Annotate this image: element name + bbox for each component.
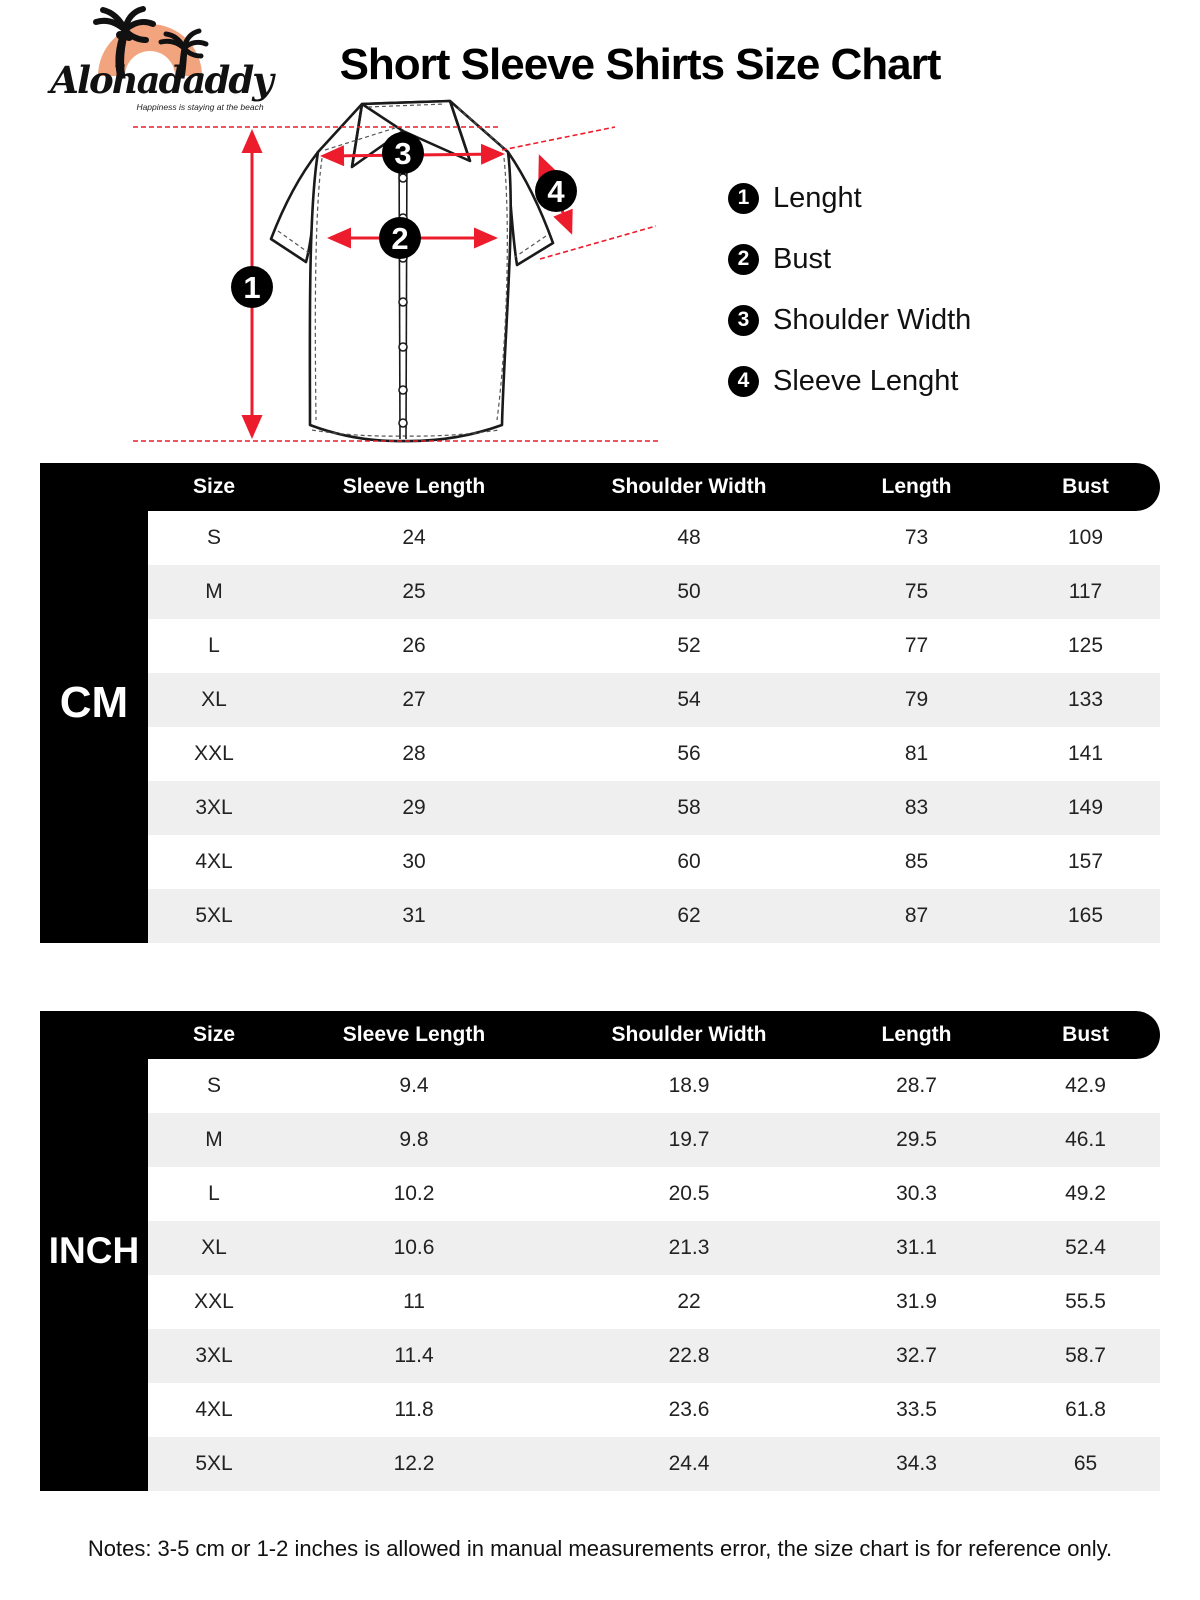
brand-tagline: Happiness is staying at the beach (136, 102, 264, 112)
value-cell: 21.3 (668, 1236, 710, 1259)
size-cell: 3XL (195, 796, 233, 819)
column-header-shoulder-width: Shoulder Width (611, 1023, 767, 1046)
value-cell: 81 (904, 742, 929, 765)
value-cell: 117 (1068, 580, 1103, 603)
value-cell: 52 (677, 634, 701, 657)
measure-2-marker (379, 217, 421, 259)
unit-strip-cm (40, 463, 148, 943)
size-cell: XXL (194, 742, 234, 765)
value-cell: 10.2 (393, 1182, 435, 1205)
table-row-m (148, 1113, 1160, 1167)
value-cell: 33.5 (896, 1398, 937, 1421)
size-cell: XL (201, 688, 227, 711)
size-cell: 4XL (195, 1398, 233, 1421)
column-header-bust: Bust (1062, 1023, 1109, 1046)
table-row-s (148, 511, 1160, 565)
column-header-length: Length (881, 475, 952, 498)
value-cell: 9.4 (399, 1074, 429, 1097)
value-cell: 31.9 (896, 1290, 937, 1313)
unit-label-cm: CM (59, 678, 129, 727)
value-cell: 133 (1067, 688, 1104, 711)
table-header-row (40, 1011, 1160, 1059)
value-cell: 58.7 (1065, 1344, 1106, 1367)
value-cell: 58 (677, 796, 701, 819)
table-body-cm (148, 511, 1160, 943)
value-cell: 85 (904, 850, 929, 873)
value-cell: 60 (677, 850, 701, 873)
value-cell: 49.2 (1065, 1182, 1106, 1205)
legend-2-label: Bust (773, 242, 832, 275)
value-cell: 22.8 (668, 1344, 710, 1367)
column-header-sleeve-length: Sleeve Length (342, 475, 486, 498)
value-cell: 141 (1067, 742, 1104, 765)
table-row-5xl (148, 1437, 1160, 1491)
column-header-bust: Bust (1062, 475, 1109, 498)
value-cell: 77 (904, 634, 929, 657)
value-cell: 27 (402, 688, 426, 711)
size-table-cm (40, 463, 1160, 943)
value-cell: 30 (402, 850, 426, 873)
value-cell: 29 (402, 796, 426, 819)
value-cell: 24 (402, 526, 426, 549)
table-row-4xl (148, 835, 1160, 889)
table-row-5xl (148, 889, 1160, 943)
value-cell: 23.6 (668, 1398, 710, 1421)
value-cell: 55.5 (1065, 1290, 1106, 1313)
value-cell: 87 (904, 904, 929, 927)
value-cell: 28 (402, 742, 426, 765)
value-cell: 79 (904, 688, 929, 711)
value-cell: 12.2 (393, 1452, 435, 1475)
svg-text:1: 1 (243, 270, 261, 305)
table-row-3xl (148, 781, 1160, 835)
legend-3-badge: 3 (728, 305, 759, 336)
measure-1-marker (231, 266, 273, 308)
value-cell: 75 (904, 580, 929, 603)
column-header-shoulder-width: Shoulder Width (611, 475, 767, 498)
table-row-l (148, 1167, 1160, 1221)
column-header-length: Length (881, 1023, 952, 1046)
table-row-3xl (148, 1329, 1160, 1383)
column-header-sleeve-length: Sleeve Length (342, 1023, 486, 1046)
size-cell: XXL (194, 1290, 234, 1313)
value-cell: 29.5 (896, 1128, 937, 1151)
legend-4-label: Sleeve Lenght (773, 364, 959, 397)
measure-3-marker (382, 132, 424, 174)
value-cell: 52.4 (1065, 1236, 1106, 1259)
size-cell: S (206, 526, 221, 549)
value-cell: 18.9 (668, 1074, 710, 1097)
value-cell: 165 (1067, 904, 1104, 927)
size-cell: M (205, 1128, 223, 1151)
page-title: Short Sleeve Shirts Size Chart (339, 40, 941, 89)
svg-text:3: 3 (394, 136, 412, 171)
table-row-l (148, 619, 1160, 673)
value-cell: 31.1 (896, 1236, 937, 1259)
legend-3-label: Shoulder Width (773, 303, 972, 336)
value-cell: 28.7 (896, 1074, 937, 1097)
value-cell: 32.7 (896, 1344, 937, 1367)
legend-4-badge: 4 (728, 366, 759, 397)
value-cell: 42.9 (1065, 1074, 1106, 1097)
value-cell: 48 (677, 526, 701, 549)
size-cell: S (206, 1074, 221, 1097)
legend-item-sleeve-length (728, 363, 971, 399)
value-cell: 22 (677, 1290, 701, 1313)
legend-item-bust (728, 241, 971, 277)
value-cell: 9.8 (399, 1128, 429, 1151)
legend-2-badge: 2 (728, 244, 759, 275)
value-cell: 83 (904, 796, 929, 819)
column-header-size: Size (192, 475, 236, 498)
unit-label-inch: INCH (48, 1230, 140, 1271)
value-cell: 30.3 (896, 1182, 937, 1205)
value-cell: 56 (677, 742, 701, 765)
table-row-xl (148, 673, 1160, 727)
svg-text:4: 4 (547, 174, 565, 209)
notes-text: Notes: 3-5 cm or 1-2 inches is allowed in manual measurements error, the size chart is for reference only. (87, 1536, 1113, 1561)
size-cell: L (208, 634, 220, 657)
measurement-legend (728, 180, 971, 424)
size-cell: L (208, 1182, 220, 1205)
table-body-inch (148, 1059, 1160, 1491)
value-cell: 11.8 (394, 1398, 434, 1421)
size-cell: 3XL (195, 1344, 233, 1367)
column-header-size: Size (192, 1023, 236, 1046)
size-cell: XL (201, 1236, 227, 1259)
table-row-xxl (148, 727, 1160, 781)
table-row-xxl (148, 1275, 1160, 1329)
value-cell: 34.3 (896, 1452, 937, 1475)
value-cell: 46.1 (1065, 1128, 1106, 1151)
unit-strip-inch (40, 1011, 148, 1491)
value-cell: 125 (1067, 634, 1104, 657)
value-cell: 73 (904, 526, 929, 549)
table-row-m (148, 565, 1160, 619)
value-cell: 54 (677, 688, 701, 711)
value-cell: 10.6 (393, 1236, 435, 1259)
value-cell: 26 (402, 634, 426, 657)
value-cell: 19.7 (668, 1128, 710, 1151)
shirt-diagram (100, 90, 800, 455)
value-cell: 25 (402, 580, 426, 603)
size-cell: M (205, 580, 223, 603)
value-cell: 61.8 (1065, 1398, 1106, 1421)
value-cell: 109 (1067, 526, 1104, 549)
legend-1-label: Lenght (773, 181, 862, 214)
value-cell: 11.4 (394, 1344, 434, 1367)
table-header-row (40, 463, 1160, 511)
value-cell: 11 (403, 1290, 425, 1313)
value-cell: 149 (1067, 796, 1104, 819)
table-row-4xl (148, 1383, 1160, 1437)
value-cell: 157 (1067, 850, 1104, 873)
legend-1-badge: 1 (728, 183, 759, 214)
value-cell: 31 (402, 904, 426, 927)
size-cell: 4XL (195, 850, 233, 873)
table-row-xl (148, 1221, 1160, 1275)
size-cell: 5XL (195, 1452, 233, 1475)
measure-4-marker (535, 170, 577, 212)
size-table-inch (40, 1011, 1160, 1491)
value-cell: 50 (677, 580, 701, 603)
svg-text:2: 2 (391, 221, 409, 256)
size-cell: 5XL (195, 904, 233, 927)
value-cell: 20.5 (668, 1182, 710, 1205)
value-cell: 65 (1073, 1452, 1098, 1475)
brand-name: Alohadaddy (50, 58, 272, 102)
value-cell: 24.4 (668, 1452, 710, 1475)
legend-item-length (728, 180, 971, 216)
value-cell: 62 (677, 904, 701, 927)
table-row-s (148, 1059, 1160, 1113)
legend-item-shoulder-width (728, 302, 971, 338)
